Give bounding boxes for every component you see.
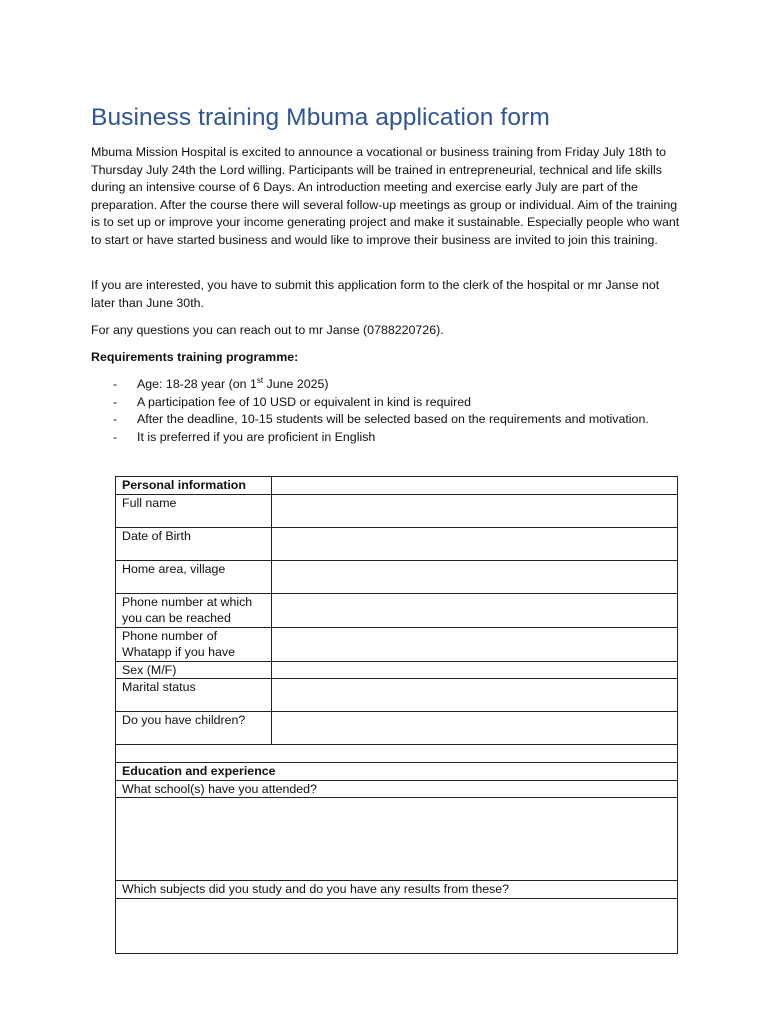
- list-dash: -: [113, 377, 118, 391]
- table-row: [116, 627, 678, 661]
- home-area-field[interactable]: [272, 560, 678, 593]
- requirement-item-english: [91, 429, 681, 447]
- requirement-age-prefix: Age: 18-28 year (on 1: [137, 377, 257, 391]
- field-label-home-area: Home area, village: [116, 560, 272, 593]
- requirement-age-superscript: st: [256, 375, 264, 385]
- header-blank-cell: [272, 477, 678, 495]
- whatsapp-number-field[interactable]: [272, 627, 678, 661]
- field-label-phone-number: Phone number at which you can be reached: [116, 593, 272, 627]
- list-dash: -: [113, 394, 118, 409]
- table-row: [116, 780, 678, 798]
- personal-information-header-row: [116, 477, 678, 495]
- spacer-cell: [116, 745, 678, 763]
- requirements-list: [91, 376, 681, 446]
- requirement-item-selection: [91, 411, 681, 429]
- field-label-date-of-birth: Date of Birth: [116, 527, 272, 560]
- children-field[interactable]: [272, 712, 678, 745]
- table-row: [116, 494, 678, 527]
- question-subjects-results: Which subjects did you study and do you have any results from these?: [116, 881, 678, 899]
- table-row: [116, 527, 678, 560]
- requirements-heading: Requirements training programme:: [91, 350, 299, 364]
- requirement-item-age: [91, 376, 681, 394]
- submission-paragraph: If you are interested, you have to submit this application form to the clerk of the hospital or mr Janse not later than June 30th.: [91, 278, 660, 310]
- subjects-results-answer-field[interactable]: [116, 898, 678, 953]
- field-label-whatsapp-number: Phone number of Whatapp if you have: [116, 627, 272, 661]
- phone-number-field[interactable]: [272, 593, 678, 627]
- table-row: [116, 661, 678, 679]
- field-label-marital-status: Marital status: [116, 679, 272, 712]
- list-dash: -: [113, 429, 118, 444]
- requirement-text: It is preferred if you are proficient in English: [137, 429, 376, 444]
- marital-status-field[interactable]: [272, 679, 678, 712]
- schools-attended-answer-field[interactable]: [116, 798, 678, 881]
- sex-field[interactable]: [272, 661, 678, 679]
- table-row: [116, 798, 678, 881]
- intro-paragraph: Mbuma Mission Hospital is excited to announce a vocational or business training from Friday July 18th to Thursday July 24th the Lord willing. Participants will be trained in entrepreneurial, technical and life skills during an intensive course of 6 Days. An introduction meeting and exercise early July are part of the preparation. After the course there will several follow-up meetings as group or individual. Aim of the training is to set up or improve your income generating project and make it sustainable. Especially people who want to start or have started business and would like to improve their business are invited to join this training.: [91, 145, 680, 247]
- question-schools-attended: What school(s) have you attended?: [116, 780, 678, 798]
- table-row: [116, 593, 678, 627]
- education-experience-heading: Education and experience: [116, 763, 678, 781]
- requirement-text: After the deadline, 10-15 students will be selected based on the requirements and motivation.: [137, 412, 649, 426]
- requirement-age-suffix: June 2025): [263, 377, 329, 391]
- application-form-table: [115, 476, 678, 954]
- requirement-text: A participation fee of 10 USD or equivalent in kind is required: [137, 394, 472, 409]
- table-row: [116, 560, 678, 593]
- field-label-sex: Sex (M/F): [116, 661, 272, 679]
- table-row: [116, 679, 678, 712]
- education-header-row: [116, 763, 678, 781]
- table-row: [116, 712, 678, 745]
- field-label-full-name: Full name: [116, 494, 272, 527]
- personal-information-heading: Personal information: [116, 477, 272, 495]
- date-of-birth-field[interactable]: [272, 527, 678, 560]
- field-label-children: Do you have children?: [116, 712, 272, 745]
- requirement-item-fee: [91, 394, 681, 412]
- spacer-row: [116, 745, 678, 763]
- list-dash: -: [113, 412, 118, 426]
- page-title: Business training Mbuma application form: [91, 104, 550, 131]
- full-name-field[interactable]: [272, 494, 678, 527]
- contact-paragraph: For any questions you can reach out to mr Janse (0788220726).: [91, 323, 444, 337]
- table-row: [116, 898, 678, 953]
- table-row: [116, 881, 678, 899]
